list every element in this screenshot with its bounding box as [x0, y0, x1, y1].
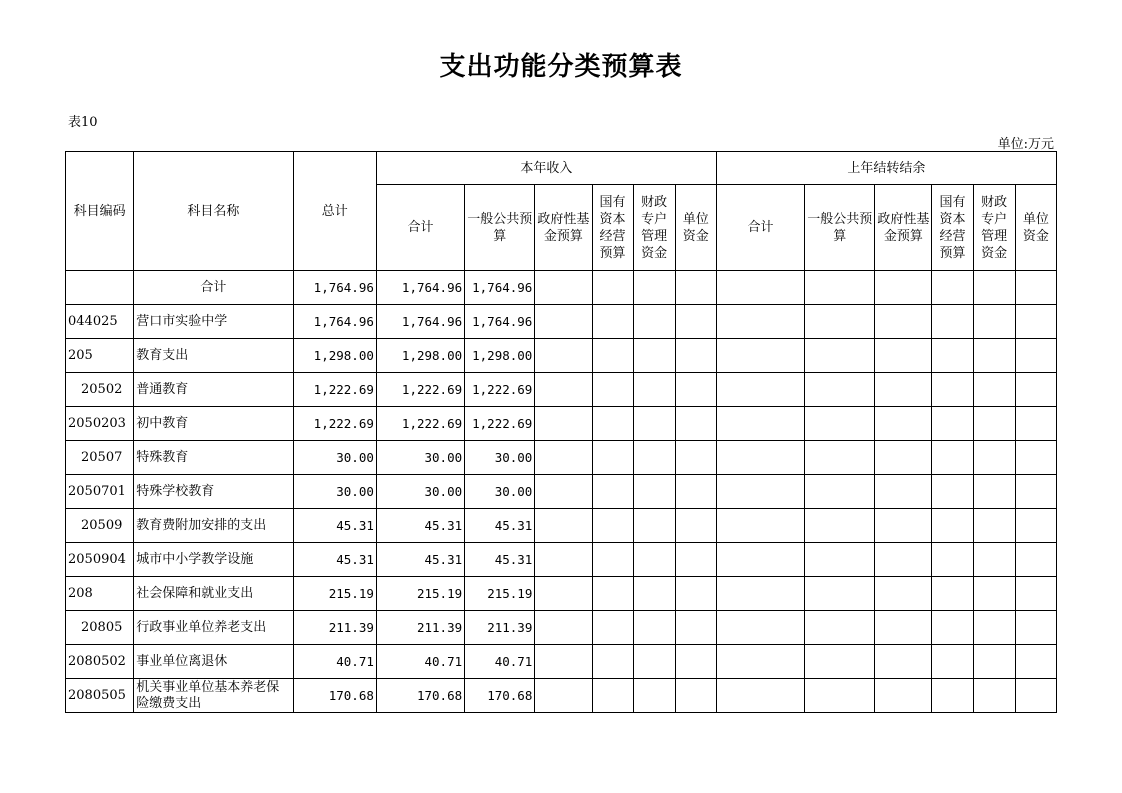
cell-empty — [716, 577, 804, 611]
cell-name: 特殊学校教育 — [134, 475, 293, 509]
cell-empty — [932, 577, 973, 611]
cell-empty — [675, 645, 716, 679]
cell-empty — [592, 271, 633, 305]
header-co-gov-fund: 政府性基金预算 — [875, 185, 932, 271]
cell-empty — [875, 339, 932, 373]
cell-empty — [932, 611, 973, 645]
cell-cy-general: 30.00 — [465, 475, 535, 509]
cell-empty — [633, 271, 675, 305]
cell-empty — [1015, 407, 1056, 441]
cell-name: 合计 — [134, 271, 293, 305]
cell-empty — [716, 645, 804, 679]
cell-empty — [1015, 543, 1056, 577]
cell-empty — [875, 407, 932, 441]
header-cy-gov-fund: 政府性基金预算 — [535, 185, 592, 271]
cell-empty — [633, 305, 675, 339]
cell-cy-general: 1,298.00 — [465, 339, 535, 373]
cell-empty — [973, 271, 1015, 305]
cell-total: 1,298.00 — [293, 339, 376, 373]
cell-cy-subtotal: 1,222.69 — [376, 373, 464, 407]
cell-cy-subtotal: 1,764.96 — [376, 305, 464, 339]
cell-empty — [973, 611, 1015, 645]
cell-cy-general: 45.31 — [465, 543, 535, 577]
cell-name: 城市中小学教学设施 — [134, 543, 293, 577]
table-row — [66, 373, 1057, 407]
header-current-year: 本年收入 — [376, 152, 716, 185]
cell-code: 2050203 — [66, 407, 134, 441]
cell-empty — [932, 339, 973, 373]
cell-empty — [875, 577, 932, 611]
cell-empty — [1015, 509, 1056, 543]
cell-code: 044025 — [66, 305, 134, 339]
cell-empty — [805, 509, 875, 543]
cell-cy-subtotal: 170.68 — [376, 679, 464, 713]
cell-empty — [675, 543, 716, 577]
header-cy-general: 一般公共预算 — [465, 185, 535, 271]
cell-code — [66, 271, 134, 305]
cell-empty — [633, 645, 675, 679]
cell-empty — [805, 441, 875, 475]
cell-empty — [633, 543, 675, 577]
cell-empty — [716, 611, 804, 645]
cell-empty — [805, 645, 875, 679]
cell-name: 教育支出 — [134, 339, 293, 373]
cell-empty — [535, 271, 592, 305]
header-cy-fiscal-special: 财政专户管理资金 — [633, 185, 675, 271]
cell-empty — [973, 679, 1015, 713]
cell-code: 20507 — [66, 441, 134, 475]
header-carryover: 上年结转结余 — [716, 152, 1056, 185]
cell-total: 215.19 — [293, 577, 376, 611]
table-row — [66, 611, 1057, 645]
cell-empty — [932, 509, 973, 543]
cell-empty — [805, 611, 875, 645]
cell-code: 20509 — [66, 509, 134, 543]
cell-empty — [716, 509, 804, 543]
cell-cy-general: 215.19 — [465, 577, 535, 611]
cell-empty — [1015, 475, 1056, 509]
table-row — [66, 645, 1057, 679]
cell-empty — [1015, 373, 1056, 407]
cell-total: 1,764.96 — [293, 271, 376, 305]
cell-empty — [932, 475, 973, 509]
cell-empty — [932, 373, 973, 407]
table-row — [66, 305, 1057, 339]
cell-empty — [535, 509, 592, 543]
cell-cy-general: 1,222.69 — [465, 407, 535, 441]
cell-empty — [805, 305, 875, 339]
cell-empty — [675, 509, 716, 543]
cell-empty — [716, 679, 804, 713]
cell-empty — [805, 373, 875, 407]
header-co-fiscal-special: 财政专户管理资金 — [973, 185, 1015, 271]
cell-code: 208 — [66, 577, 134, 611]
cell-total: 170.68 — [293, 679, 376, 713]
cell-empty — [875, 611, 932, 645]
cell-empty — [592, 441, 633, 475]
cell-code: 205 — [66, 339, 134, 373]
cell-empty — [805, 475, 875, 509]
cell-empty — [1015, 611, 1056, 645]
cell-empty — [1015, 679, 1056, 713]
header-co-unit-funds: 单位资金 — [1015, 185, 1056, 271]
cell-name: 普通教育 — [134, 373, 293, 407]
cell-empty — [592, 679, 633, 713]
cell-cy-general: 30.00 — [465, 441, 535, 475]
cell-empty — [973, 543, 1015, 577]
cell-empty — [592, 339, 633, 373]
cell-empty — [716, 305, 804, 339]
cell-empty — [633, 679, 675, 713]
table-row — [66, 441, 1057, 475]
header-co-state-capital: 国有资本经营预算 — [932, 185, 973, 271]
cell-empty — [592, 305, 633, 339]
cell-empty — [875, 441, 932, 475]
cell-empty — [932, 441, 973, 475]
table-row — [66, 407, 1057, 441]
cell-cy-general: 170.68 — [465, 679, 535, 713]
cell-empty — [973, 441, 1015, 475]
header-co-subtotal: 合计 — [716, 185, 804, 271]
cell-empty — [675, 679, 716, 713]
cell-total: 1,764.96 — [293, 305, 376, 339]
cell-empty — [932, 407, 973, 441]
cell-empty — [535, 679, 592, 713]
cell-name: 机关事业单位基本养老保险缴费支出 — [134, 679, 293, 713]
cell-empty — [535, 373, 592, 407]
cell-empty — [1015, 339, 1056, 373]
cell-cy-subtotal: 45.31 — [376, 509, 464, 543]
cell-empty — [805, 339, 875, 373]
cell-empty — [875, 373, 932, 407]
header-cy-unit-funds: 单位资金 — [675, 185, 716, 271]
table-row — [66, 271, 1057, 305]
cell-code: 2080502 — [66, 645, 134, 679]
cell-cy-general: 1,764.96 — [465, 271, 535, 305]
cell-empty — [1015, 577, 1056, 611]
cell-empty — [973, 645, 1015, 679]
cell-empty — [592, 577, 633, 611]
cell-empty — [973, 339, 1015, 373]
cell-empty — [973, 509, 1015, 543]
cell-name: 教育费附加安排的支出 — [134, 509, 293, 543]
cell-empty — [633, 373, 675, 407]
cell-name: 行政事业单位养老支出 — [134, 611, 293, 645]
header-code: 科目编码 — [66, 152, 134, 271]
cell-empty — [592, 407, 633, 441]
cell-cy-subtotal: 1,298.00 — [376, 339, 464, 373]
cell-empty — [633, 407, 675, 441]
header-co-general: 一般公共预算 — [805, 185, 875, 271]
cell-empty — [592, 475, 633, 509]
cell-code: 2080505 — [66, 679, 134, 713]
page-title: 支出功能分类预算表 — [439, 52, 683, 82]
cell-empty — [875, 305, 932, 339]
cell-empty — [535, 475, 592, 509]
table-row — [66, 339, 1057, 373]
cell-total: 1,222.69 — [293, 373, 376, 407]
table-row — [66, 509, 1057, 543]
cell-empty — [973, 373, 1015, 407]
cell-cy-subtotal: 211.39 — [376, 611, 464, 645]
cell-empty — [592, 373, 633, 407]
cell-cy-subtotal: 30.00 — [376, 475, 464, 509]
cell-empty — [932, 679, 973, 713]
cell-name: 社会保障和就业支出 — [134, 577, 293, 611]
cell-empty — [633, 611, 675, 645]
cell-empty — [716, 407, 804, 441]
cell-cy-subtotal: 30.00 — [376, 441, 464, 475]
cell-name: 营口市实验中学 — [134, 305, 293, 339]
cell-code: 2050701 — [66, 475, 134, 509]
cell-empty — [805, 271, 875, 305]
header-cy-subtotal: 合计 — [376, 185, 464, 271]
cell-empty — [592, 509, 633, 543]
cell-empty — [805, 679, 875, 713]
header-name: 科目名称 — [134, 152, 293, 271]
cell-empty — [592, 611, 633, 645]
table-row — [66, 679, 1057, 713]
cell-cy-general: 40.71 — [465, 645, 535, 679]
table-row — [66, 577, 1057, 611]
cell-total: 45.31 — [293, 509, 376, 543]
cell-cy-general: 211.39 — [465, 611, 535, 645]
cell-empty — [875, 645, 932, 679]
cell-empty — [1015, 271, 1056, 305]
cell-empty — [1015, 441, 1056, 475]
cell-empty — [633, 339, 675, 373]
cell-empty — [535, 577, 592, 611]
cell-cy-subtotal: 215.19 — [376, 577, 464, 611]
cell-cy-general: 45.31 — [465, 509, 535, 543]
cell-empty — [675, 441, 716, 475]
cell-empty — [633, 475, 675, 509]
cell-empty — [875, 679, 932, 713]
cell-empty — [633, 577, 675, 611]
cell-empty — [675, 577, 716, 611]
cell-empty — [535, 441, 592, 475]
cell-cy-subtotal: 1,764.96 — [376, 271, 464, 305]
cell-empty — [932, 645, 973, 679]
cell-empty — [973, 577, 1015, 611]
cell-empty — [716, 441, 804, 475]
cell-empty — [875, 543, 932, 577]
cell-empty — [592, 645, 633, 679]
cell-empty — [592, 543, 633, 577]
cell-empty — [633, 441, 675, 475]
cell-empty — [535, 339, 592, 373]
cell-empty — [535, 543, 592, 577]
cell-empty — [675, 407, 716, 441]
cell-empty — [875, 271, 932, 305]
cell-name: 初中教育 — [134, 407, 293, 441]
cell-empty — [716, 339, 804, 373]
cell-total: 211.39 — [293, 611, 376, 645]
cell-empty — [932, 543, 973, 577]
cell-total: 30.00 — [293, 441, 376, 475]
cell-name: 事业单位离退休 — [134, 645, 293, 679]
cell-empty — [675, 271, 716, 305]
unit-label: 单位:万元 — [997, 137, 1054, 152]
table-number: 表10 — [68, 115, 98, 130]
cell-empty — [1015, 645, 1056, 679]
cell-empty — [675, 305, 716, 339]
cell-empty — [973, 475, 1015, 509]
cell-code: 2050904 — [66, 543, 134, 577]
cell-empty — [805, 407, 875, 441]
cell-empty — [932, 305, 973, 339]
cell-empty — [973, 407, 1015, 441]
cell-empty — [675, 339, 716, 373]
table-row — [66, 475, 1057, 509]
cell-empty — [535, 645, 592, 679]
cell-cy-subtotal: 45.31 — [376, 543, 464, 577]
cell-empty — [716, 543, 804, 577]
cell-empty — [675, 475, 716, 509]
cell-empty — [633, 509, 675, 543]
header-total: 总计 — [293, 152, 376, 271]
cell-cy-general: 1,764.96 — [465, 305, 535, 339]
cell-empty — [1015, 305, 1056, 339]
cell-total: 1,222.69 — [293, 407, 376, 441]
cell-empty — [716, 271, 804, 305]
cell-empty — [535, 407, 592, 441]
cell-empty — [675, 373, 716, 407]
cell-name: 特殊教育 — [134, 441, 293, 475]
cell-code: 20502 — [66, 373, 134, 407]
cell-total: 40.71 — [293, 645, 376, 679]
cell-total: 45.31 — [293, 543, 376, 577]
cell-cy-subtotal: 1,222.69 — [376, 407, 464, 441]
cell-empty — [875, 475, 932, 509]
cell-code: 20805 — [66, 611, 134, 645]
cell-empty — [535, 611, 592, 645]
cell-cy-general: 1,222.69 — [465, 373, 535, 407]
cell-empty — [805, 577, 875, 611]
cell-empty — [932, 271, 973, 305]
budget-table — [65, 151, 1057, 713]
table-row — [66, 543, 1057, 577]
cell-empty — [875, 509, 932, 543]
cell-empty — [535, 305, 592, 339]
cell-total: 30.00 — [293, 475, 376, 509]
cell-cy-subtotal: 40.71 — [376, 645, 464, 679]
header-cy-state-capital: 国有资本经营预算 — [592, 185, 633, 271]
cell-empty — [716, 373, 804, 407]
cell-empty — [716, 475, 804, 509]
cell-empty — [805, 543, 875, 577]
cell-empty — [973, 305, 1015, 339]
cell-empty — [675, 611, 716, 645]
